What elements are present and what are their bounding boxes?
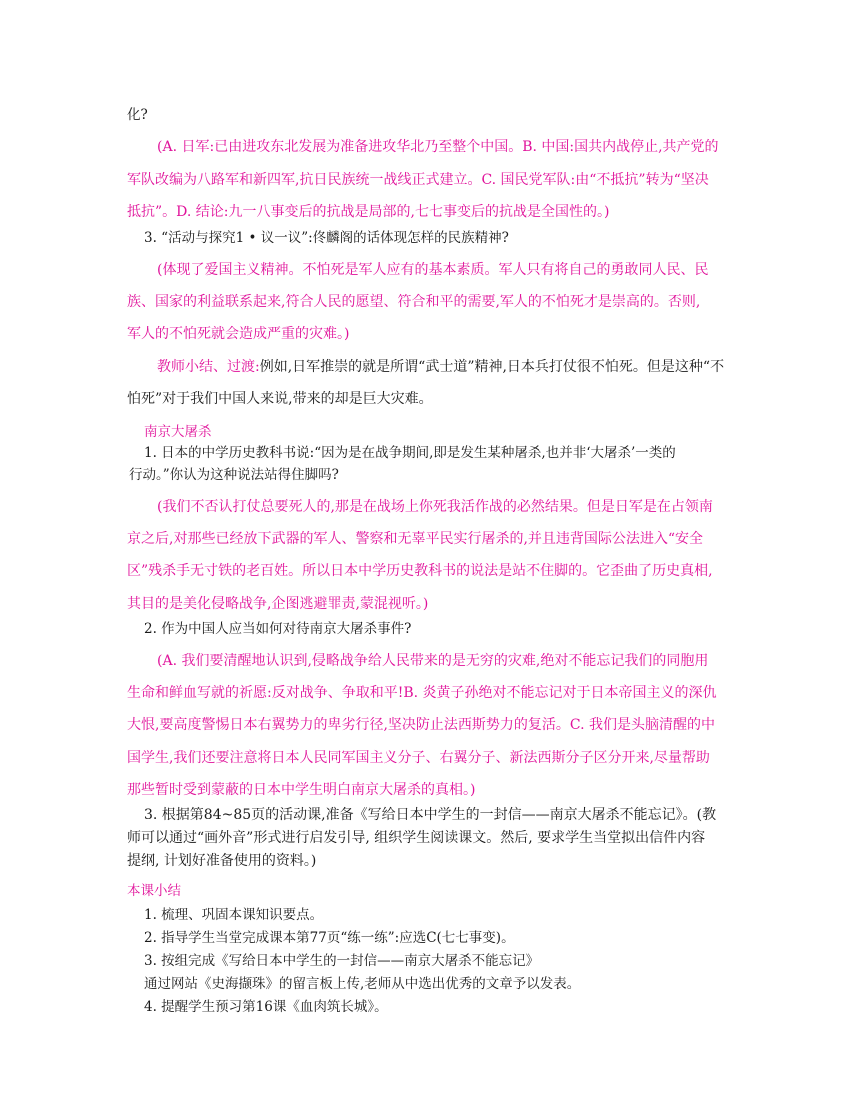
- summary-item: 4. 提醒学生预习第16课《血肉筑长城》。: [144, 999, 388, 1015]
- answer-line: 国学生,我们还要注意将日本人民同军国主义分子、右翼分子、新法西斯分子区分开来,尽量帮助: [127, 750, 710, 766]
- answer-line: 区”残杀手无寸铁的老百姓。所以日本中学历史教科书的说法是站不住脚的。它歪曲了历史真相,: [127, 563, 713, 579]
- teacher-summary-label: 教师小结、过渡:: [157, 359, 260, 375]
- answer-line: 生命和鲜血写就的祈愿:反对战争、争取和平!B. 炎黄子孙绝对不能忘记对于日本帝国主义的深仇: [127, 685, 717, 701]
- activity-line: 师可以通过“画外音”形式进行启发引导, 组织学生阅读课文。然后, 要求学生当堂拟出信件内容: [127, 830, 706, 846]
- text-line: 化?: [127, 107, 148, 123]
- summary-item: 1. 梳理、巩固本课知识要点。: [144, 907, 324, 923]
- answer-line: 那些暂时受到蒙蔽的日本中学生明白南京大屠杀的真相。): [127, 782, 476, 798]
- answer-line: 军人的不怕死就会造成严重的灾难。): [127, 326, 350, 342]
- answer-line: (我们不否认打仗总要死人的,那是在战场上你死我活作战的必然结果。但是日军是在占领南: [157, 499, 713, 515]
- section-heading: 南京大屠杀: [144, 424, 212, 440]
- teacher-summary-line: [157, 357, 724, 377]
- summary-item: 3. 按组完成《写给日本中学生的一封信——南京大屠杀不能忘记》: [144, 953, 540, 969]
- question-line: 2. 作为中国人应当如何对待南京大屠杀事件?: [144, 621, 412, 637]
- summary-item: 2. 指导学生当堂完成课本第77页“练一练”:应选C(七七事变)。: [144, 930, 515, 946]
- answer-line: (A. 我们要清醒地认识到,侵略战争给人民带来的是无穷的灾难,绝对不能忘记我们的同胞用: [157, 653, 709, 669]
- section-heading: 本课小结: [127, 883, 181, 899]
- answer-line: 京之后,对那些已经放下武器的军人、警察和无辜平民实行屠杀的,并且违背国际公法进入“安全: [127, 531, 704, 547]
- summary-item: 通过网站《史海撷珠》的留言板上传,老师从中选出优秀的文章予以发表。: [144, 976, 581, 992]
- answer-line: (体现了爱国主义精神。不怕死是军人应有的基本素质。军人只有将自己的勇敢同人民、民: [157, 262, 709, 278]
- answer-line: (A. 日军:已由进攻东北发展为准备进攻华北乃至整个中国。B. 中国:国共内战停止,共产党的: [157, 139, 719, 155]
- text-line: 怕死”对于我们中国人来说,带来的却是巨大灾难。: [127, 391, 433, 407]
- question-line: 1. 日本的中学历史教科书说:“因为是在战争期间,即是发生某种屠杀,也并非‘大屠杀’一类的: [144, 445, 676, 461]
- answer-line: 族、国家的利益联系起来,符合人民的愿望、符合和平的需要,军人的不怕死才是崇高的。否则,: [127, 294, 701, 310]
- activity-line: 3. 根据第84~85页的活动课,准备《写给日本中学生的一封信——南京大屠杀不能忘记》。(教: [144, 807, 717, 823]
- answer-line: 军队改编为八路军和新四军,抗日民族统一战线正式建立。C. 国民党军队:由“不抵抗”转为“坚决: [127, 172, 709, 188]
- answer-line: 其目的是美化侵略战争,企图逃避罪责,蒙混视听。): [127, 596, 429, 612]
- activity-line: 提纲, 计划好准备使用的资料。): [127, 853, 317, 869]
- question-line: 行动。”你认为这种说法站得住脚吗?: [129, 467, 339, 483]
- answer-line: 大恨,要高度警惕日本右翼势力的卑劣行径,坚决防止法西斯势力的复活。C. 我们是头脑清醒的中: [127, 717, 716, 733]
- answer-line: 抵抗”。D. 结论:九一八事变后的抗战是局部的,七七事变后的抗战是全国性的。): [127, 204, 610, 220]
- teacher-summary-text: 例如,日军推崇的就是所谓“武士道”精神,日本兵打仗很不怕死。但是这种“不: [259, 359, 725, 375]
- question-line: 3. “活动与探究1 • 议一议”:佟麟阁的话体现怎样的民族精神?: [144, 230, 509, 246]
